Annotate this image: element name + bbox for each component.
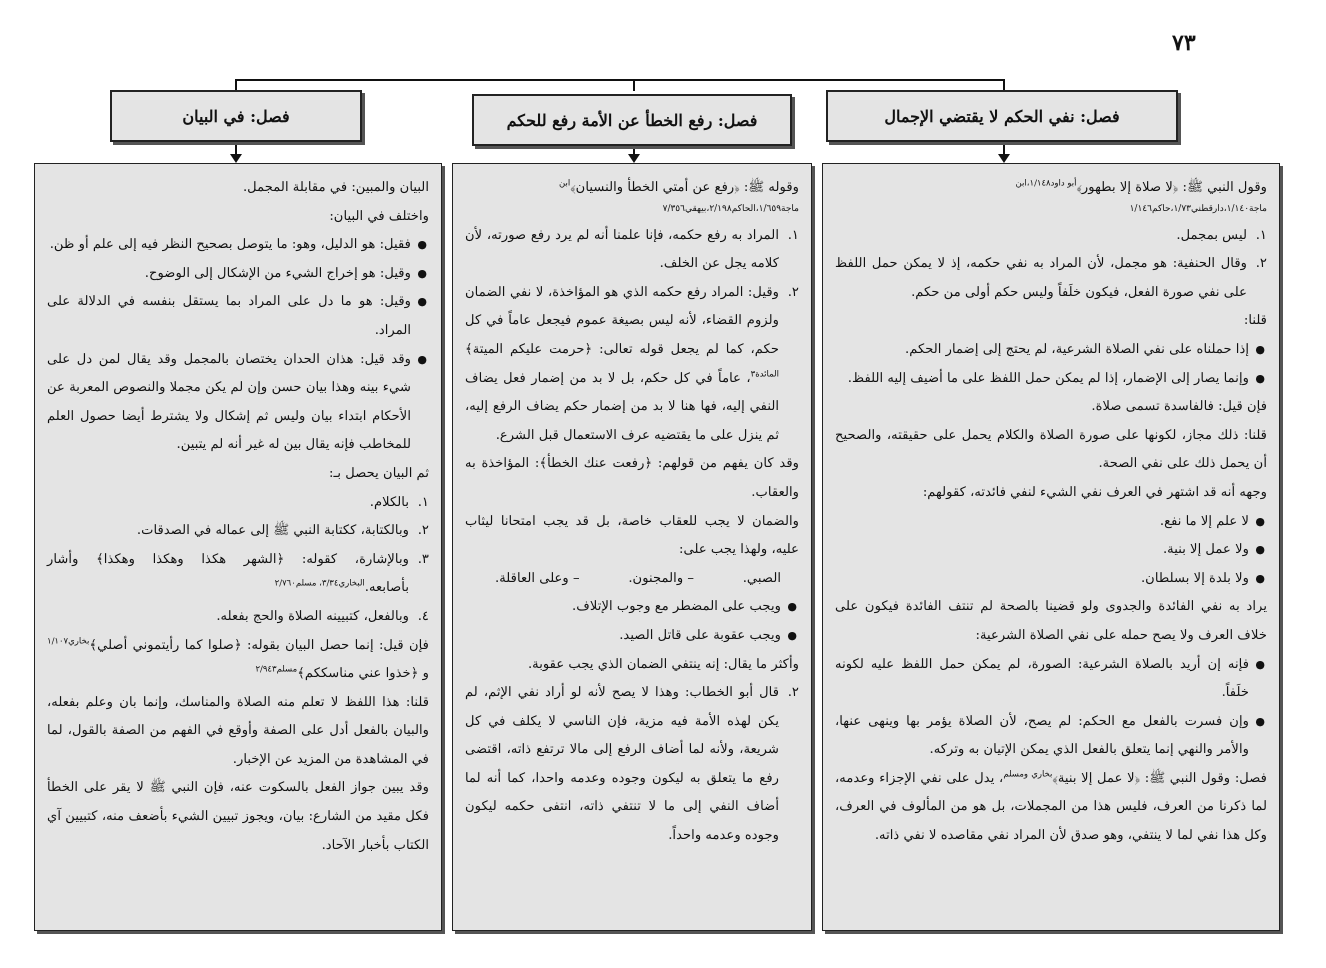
intro-line: وقوله ﷺ: ﴿رفع عن أمتي الخطأ والنسيان﴾$^{ابن}$	[559, 178, 799, 195]
column-right	[822, 163, 1280, 931]
bullet-item: ● وقيل: هو ما دل على المراد بما يستقل بنفسه في الدلالة على المراد.	[47, 294, 427, 338]
paragraph: قلنا:	[1243, 313, 1267, 329]
paragraph: وجهه أنه قد اشتهر في العرف نفي الشيء لنفي فائدته، كقولهم:	[922, 484, 1267, 500]
bullet-item: ● وإن فسرت بالفعل مع الحكم: لم يصح، لأن الصلاة يؤمر بها وينهى عنها، والأمر والنهي إنما يتعلق بالفعل الذي يمكن الإتيان به وتركه.	[835, 713, 1265, 758]
bullet-item: ● فإنه إن أريد بالصلاة الشرعية: الصورة، لم يمكن حمل اللفظ عليه لكونه خلَفاً.	[835, 656, 1265, 701]
reference-line: ماجة١/١٤٠،دارقطني١/٧٣،حاكم١/١٤٦	[1129, 203, 1267, 214]
paragraph: وقد كان يفهم من قولهم: ﴿رفعت عنك الخطأ﴾: المؤاخذة به والعقاب.	[465, 456, 799, 500]
list-item: ١. ليس بمجمل.	[1176, 227, 1267, 243]
bullet-item: ● فقيل: هو الدليل، وهو: ما يتوصل بصحيح النظر فيه إلى علم أو ظن.	[49, 237, 427, 253]
list-item: ٢. قال أبو الخطاب: وهذا لا يصح لأنه لو أراد نفي الإثم، لم يكن لهذه الأمة فيه مزية، فإن الناسي لا يكلف في كل شريعة، ولأنه لما أضاف الرفع إلى مالا ترتفع ذاته، اقتضى رفع ما يتعلق به ليكون وجوده وعدمه واحدا، كما أنه لما أضاف النفي إلى ما لا تنتفي ذاته، انتفى حكمه ليكون وجوده وعدمه واحداً.	[465, 685, 799, 844]
paragraph: يراد به نفي الفائدة والجدوى ولو قضينا بالصحة لم تنتف الفائدة فيكون على خلاف العرف ولا يصح حمله على نفي الصلاة الشرعية:	[835, 599, 1267, 643]
reference: البخاري٣/٣٤، مسلم٢/٧٦٠	[274, 578, 365, 589]
paragraph: وقد يبين جواز الفعل بالسكوت عنه، فإن النبي ﷺ لا يقر على الخطأ فكل مقيد من الشارع: بيان، ويجوز تبيين الشيء بأضعف منه، كتبيين آي الكتاب بأخبار الآحاد.	[47, 780, 429, 853]
paragraph: واختلف في البيان:	[329, 208, 429, 224]
paragraph: فصل: وقول النبي ﷺ: ﴿لا عمل إلا بنية﴾$^{بخاري ومسلم}$، يدل على نفي الإجزاء وعدمه، لما ذكرنا من العرف، فليس هذا من المجملات، بل هو من المألوف في العرف، وكل هذا نفي لما لا ينتفي، وهو صدق لأن المراد نفي مقاصده لا نفي ذاته.	[835, 769, 1267, 844]
column-left	[34, 163, 442, 931]
paragraph: البيان والمبين: في مقابلة المجمل.	[242, 180, 429, 195]
connector-top-line	[235, 79, 1005, 81]
section-heading-right	[826, 90, 1178, 142]
paragraph: والضمان لا يجب للعقاب خاصة، بل قد يجب امتحانا ليثاب عليه، ولهذا يجب على:	[465, 513, 799, 558]
list-item: ٢. وقيل: المراد رفع حكمه الذي هو المؤاخذة، لا نفي الضمان ولزوم القضاء، لأنه ليس بصيغة عموم فيجعل عاماً في كل حكم، كما لم يجعل قوله تعالى: ﴿حرمت عليكم الميتة﴾$^{المائدة٣}$، عاماً في كل حكم، بل لا بد من إضمار فعل يضاف النفي إليه، فها هنا لا بد من إضمار حكم يضاف الرفع إليه، ثم ينزل على ما يقتضيه عرف الاستعمال قبل الشرع.	[465, 284, 799, 443]
bullet-item: ● ويجب على المضطر مع وجوب الإتلاف.	[572, 599, 797, 615]
bullet-item: ● لا علم إلا ما نفع.	[1159, 513, 1265, 529]
bullet-item: ● وقيل: هو إخراج الشيء من الإشكال إلى الوضوح.	[144, 265, 427, 281]
list-item: ٤. وبالفعل، كتبيينه الصلاة والحج بفعله.	[216, 608, 429, 624]
heading-text: فصل: في البيان	[182, 106, 290, 126]
section-heading-left	[110, 90, 362, 142]
bullet-item: ● وإنما يصار إلى الإضمار، إذا لم يمكن حمل اللفظ على ما أضيف إليه اللفظ.	[847, 370, 1265, 386]
list-item: ١. المراد به رفع حكمه، فإنا علمنا أنه لم يرد رفع صورته، لأن كلامه يجل عن الخلف.	[465, 227, 799, 272]
connector-middle-drop	[633, 79, 635, 91]
arrow-down-icon	[998, 154, 1010, 163]
reference: أبو داود١/١٤٨،ابن	[1015, 178, 1077, 189]
reference: المائدة٣	[750, 369, 779, 380]
heading-text: فصل: رفع الخطأ عن الأمة رفع للحكم	[506, 110, 758, 130]
reference: ابن	[559, 178, 571, 189]
bullet-item: ● ولا عمل إلا بنية.	[1162, 542, 1265, 558]
column-middle	[452, 163, 812, 931]
reference: بخاري ومسلم	[1003, 769, 1053, 780]
section-heading-middle	[472, 94, 792, 146]
bullet-item: ● إذا حملناه على نفي الصلاة الشرعية، لم يحتج إلى إضمار الحكم.	[905, 341, 1265, 357]
paragraph: فإن قيل: فالفاسدة تسمى صلاة.	[1091, 399, 1267, 415]
bullet-item: ● ويجب عقوبة على قاتل الصيد.	[619, 627, 797, 643]
list-item: ١. بالكلام.	[369, 494, 429, 510]
bullet-item: ● وقد قيل: هذان الحدان يختصان بالمجمل وقد يقال لمن دل على شيء بينه وهذا بيان حسن وإن لم يكن مجملا والنصوص المعربة عن الأحكام ابتداء بيان وليس ثم إشكال ولا يشترط أيضا حصول العلم للمخاطب فإنه يقال بين له غير أنه لم يتبين.	[47, 351, 427, 453]
paragraph: قلنا: هذا اللفظ لا تعلم منه الصلاة والمناسك، وإنما بان وعلم بفعله، والبيان بالفعل أدل على الصفة وأوقع في الفهم من الصفة بالقول، لما في المشاهدة من المزيد عن الإخبار.	[47, 694, 429, 767]
paragraph: فإن قيل: إنما حصل البيان بقوله: ﴿صلوا كما رأيتموني أصلي﴾$^{بخاري١/١٠٧}$ و ﴿خذوا عني مناسككم﴾$^{مسلم٢/٩٤٣}$	[47, 636, 429, 682]
paragraph: وأكثر ما يقال: إنه ينتفي الضمان الذي يجب عقوبة.	[527, 656, 799, 672]
paragraph: ثم البيان يحصل بـ:	[329, 465, 429, 481]
intro-line: وقول النبي ﷺ: ﴿لا صلاة إلا بطهور﴾$^{أبو داود١/١٤٨،ابن}$	[1015, 178, 1267, 195]
list-item: ٢. وبالكتابة، ككتابة النبي ﷺ إلى عماله في الصدقات.	[136, 523, 429, 539]
list-item: ٢. وقال الحنفية: هو مجمل، لأن المراد به نفي حكمه، إذ لا يمكن حمل اللفظ على نفي صورة الفعل، فيكون خلَفاً وليس حكم أولى من حكم.	[835, 256, 1267, 300]
bullet-item: ● ولا بلدة إلا بسلطان.	[1140, 570, 1265, 586]
reference: مسلم٢/٩٤٣	[255, 664, 298, 675]
paragraph: قلنا: ذلك مجاز، لكونها على صورة الصلاة والكلام يحمل على حقيقته، والصحيح أن يحمل ذلك على نفي الصحة.	[835, 427, 1267, 472]
reference-line: ماجة١/٦٥٩،الحاكم٢/١٩٨،بيهقي٧/٣٥٦	[662, 203, 799, 214]
heading-text: فصل: نفي الحكم لا يقتضي الإجمال	[884, 106, 1120, 126]
list-row: الصبي. – والمجنون. – وعلى العاقلة.	[495, 570, 781, 586]
page-number: ٧٣	[1172, 30, 1196, 56]
list-item: ٣. وبالإشارة، كقوله: ﴿الشهر هكذا وهكذا وهكذا﴾ وأشار بأصابعه.$^{البخاري٣/٣٤، مسلم٢/٧٦٠}$	[47, 551, 429, 596]
arrow-down-icon	[230, 154, 242, 163]
reference: بخاري١/١٠٧	[47, 636, 90, 647]
arrow-down-icon	[628, 154, 640, 163]
